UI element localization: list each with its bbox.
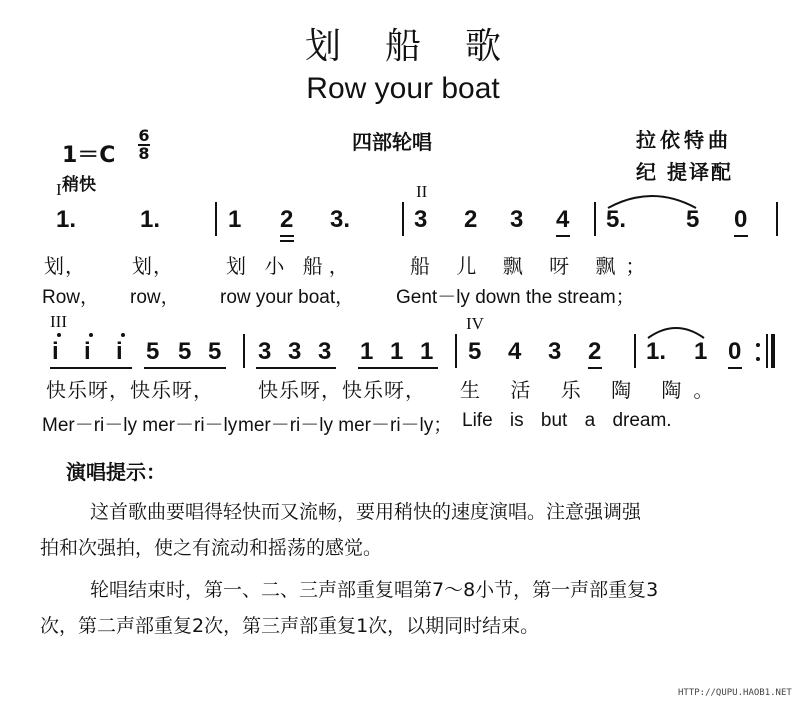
lyric-en: row your boat， [220, 287, 355, 308]
note: 1 [228, 206, 242, 233]
note: 1 [360, 338, 374, 365]
note: 5 [468, 338, 482, 365]
repeat-barline-thin [766, 334, 768, 368]
tempo-marking: 稍快 [62, 175, 96, 195]
time-signature-top: 6 [138, 126, 150, 145]
note-underline [280, 240, 294, 242]
note: 5 [178, 338, 192, 365]
notes-paragraph-1-line-2: 拍和次强拍，使之有流动和摇荡的感觉。 [40, 537, 383, 559]
entry-mark-4: IV [466, 314, 484, 333]
song-title-english: Row your boat [306, 72, 500, 105]
tie-arc [604, 190, 700, 212]
note: 5 [208, 338, 222, 365]
arrangement-label: 四部轮唱 [352, 130, 432, 154]
lyric-cn: 快乐呀，快乐呀， [258, 378, 426, 402]
note: 3 [548, 338, 562, 365]
note: 5 [686, 206, 700, 233]
note-underline [734, 235, 748, 237]
lyric-en: Life is but a dream. [462, 410, 672, 431]
barline [243, 334, 245, 368]
note-underline [280, 235, 294, 237]
time-signature-bottom: 8 [138, 144, 150, 163]
note: 3 [288, 338, 302, 365]
watermark-url: HTTP://QUPU.HAOB1.NET [678, 688, 792, 698]
note: 2 [280, 206, 294, 233]
lyric-cn: 船 儿 飘 呀 飘； [410, 254, 656, 278]
note: 4 [556, 206, 570, 233]
note: 3 [510, 206, 524, 233]
note: 5 [146, 338, 160, 365]
beam-underline [256, 367, 336, 369]
notes-paragraph-1-line-1: 这首歌曲要唱得轻快而又流畅，要用稍快的速度演唱。注意强调强 [90, 501, 642, 523]
note: 3 [414, 206, 428, 233]
notes-paragraph-2-line-2: 次，第二声部重复2次，第三声部重复1次，以期同时结束。 [40, 615, 540, 637]
note: 2 [588, 338, 602, 365]
tie-arc [644, 322, 708, 342]
note: 1 [694, 338, 708, 365]
octave-dot [57, 333, 61, 337]
lyric-en: mer－ri－ly mer－ri－ly； [238, 415, 453, 436]
note: 1 [420, 338, 434, 365]
song-title-chinese: 划船歌 [304, 26, 545, 67]
note: 3 [258, 338, 272, 365]
beam-underline [358, 367, 438, 369]
lyric-en: Row， [42, 287, 100, 308]
barline [455, 334, 457, 368]
lyric-cn: 划， [132, 254, 174, 278]
note: 1. [140, 206, 161, 233]
repeat-dot [756, 343, 760, 347]
note: i [116, 338, 123, 365]
octave-dot [89, 333, 93, 337]
note: i [84, 338, 91, 365]
note: 2 [464, 206, 478, 233]
time-signature [138, 128, 150, 162]
note-underline [556, 235, 570, 237]
repeat-dot [756, 357, 760, 361]
performance-notes-heading: 演唱提示： [66, 460, 166, 484]
note: 0 [734, 206, 748, 233]
octave-dot [121, 333, 125, 337]
note: 0 [728, 338, 742, 365]
note: 1. [646, 338, 667, 365]
lyric-en: Gent－ly down the stream； [396, 287, 635, 308]
note: 3. [330, 206, 351, 233]
note-underline [588, 367, 602, 369]
lyric-cn: 快乐呀，快乐呀， [46, 378, 214, 402]
lyric-en: Mer－ri－ly mer－ri－ly [42, 415, 238, 436]
lyric-cn: 划 小 船， [226, 254, 355, 278]
note: 1. [56, 206, 77, 233]
translator-credit: 纪 提译配 [636, 160, 733, 184]
barline [594, 202, 596, 236]
notes-paragraph-2-line-1: 轮唱结束时，第一、二、三声部重复唱第7～8小节，第一声部重复3 [90, 579, 659, 601]
lyric-cn: 生 活 乐 陶 陶。 [460, 378, 726, 402]
composer-credit: 拉依特曲 [636, 128, 732, 152]
note: 1 [390, 338, 404, 365]
lyric-cn: 划， [44, 254, 86, 278]
entry-mark-3: III [50, 312, 67, 331]
note: i [52, 338, 59, 365]
barline [215, 202, 217, 236]
repeat-barline-thick [771, 334, 775, 368]
barline [634, 334, 636, 368]
note: 3 [318, 338, 332, 365]
entry-mark-2: II [416, 182, 428, 201]
beam-underline [50, 367, 132, 369]
key-signature: 1＝C [62, 143, 116, 168]
note: 4 [508, 338, 522, 365]
note: 5. [606, 206, 627, 233]
lyric-en: row， [130, 287, 180, 308]
beam-underline [144, 367, 226, 369]
note-underline [728, 367, 742, 369]
barline [776, 202, 778, 236]
entry-mark-1: I [56, 180, 62, 199]
barline [402, 202, 404, 236]
